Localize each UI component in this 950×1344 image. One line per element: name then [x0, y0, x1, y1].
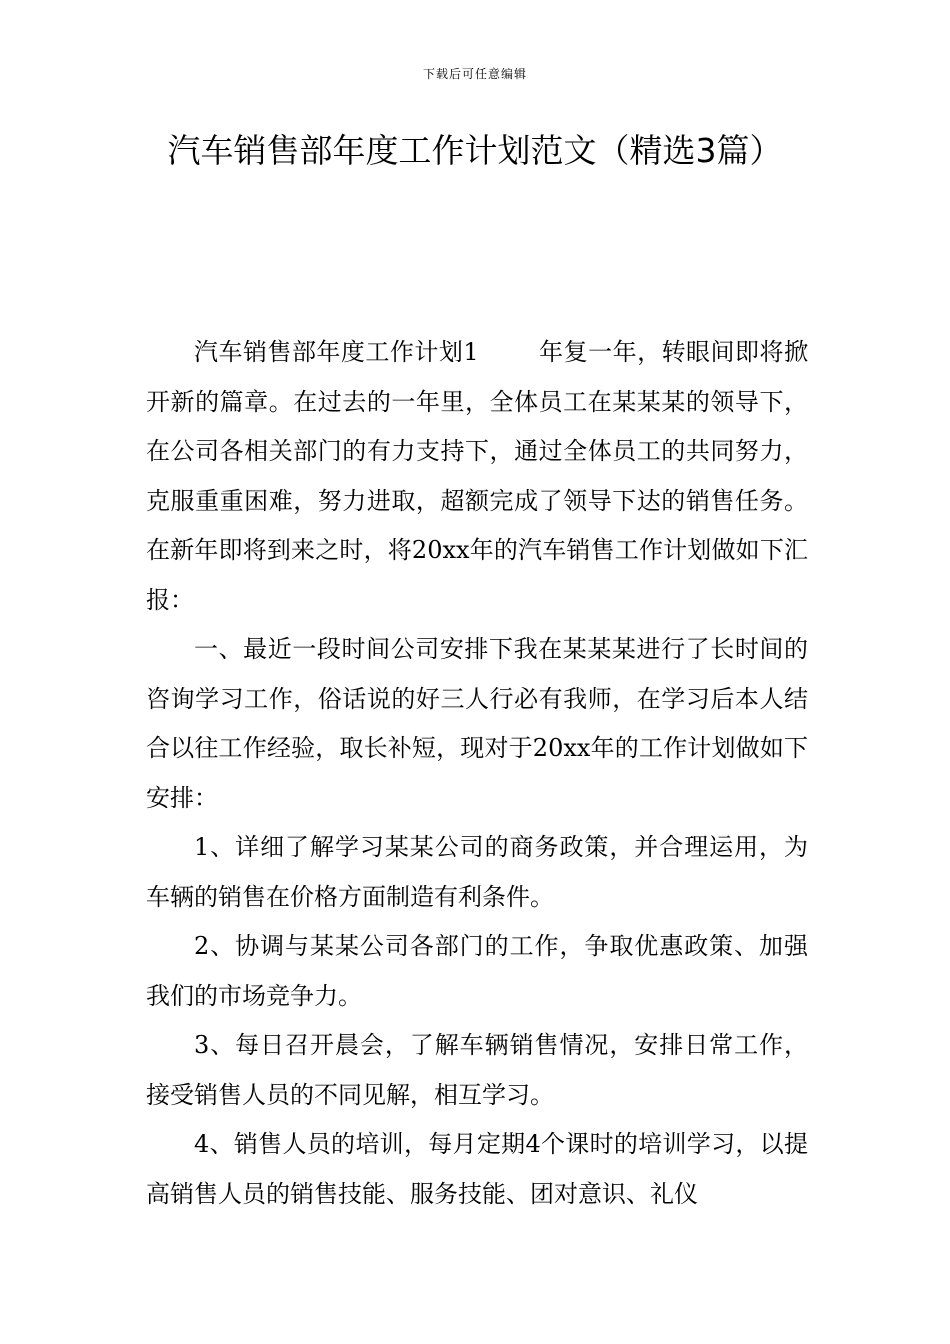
paragraph-section-one: 一、最近一段时间公司安排下我在某某某进行了长时间的咨询学习工作，俗话说的好三人行必有我师，在学习后本人结合以往工作经验，取长补短，现对于20xx年的工作计划做如下安排： — [146, 635, 808, 812]
paragraph-item-3: 3、每日召开晨会，了解车辆销售情况，安排日常工作，接受销售人员的不同见解，相互学习。 — [146, 1031, 808, 1109]
section-heading: 汽车销售部年度工作计划1 — [194, 338, 479, 366]
header-note: 下载后可任意编辑 — [422, 67, 527, 81]
paragraph-item-4: 4、销售人员的培训，每月定期4个课时的培训学习，以提高销售人员的销售技能、服务技能、团对意识、礼仪 — [146, 1130, 808, 1208]
paragraph-item-2: 2、协调与某某公司各部门的工作，争取优惠政策、加强我们的市场竞争力。 — [146, 932, 808, 1010]
paragraph-text: 年复一年，转眼间即将掀开新的篇章。在过去的一年里，全体员工在某某某的领导下，在公司各相关部门的有力支持下，通过全体员工的共同努力，克服重重困难，努力进取，超额完成了领导下达的销售任务。在新年即将到来之时，将20xx年的汽车销售工作计划做如下汇报： — [146, 338, 808, 614]
paragraph-item-1: 1、详细了解学习某某公司的商务政策，并合理运用，为车辆的销售在价格方面制造有利条件。 — [146, 833, 808, 911]
document-title: 汽车销售部年度工作计划范文（精选3篇） — [167, 131, 783, 170]
document-body — [146, 328, 808, 1219]
paragraph-intro — [146, 328, 808, 625]
